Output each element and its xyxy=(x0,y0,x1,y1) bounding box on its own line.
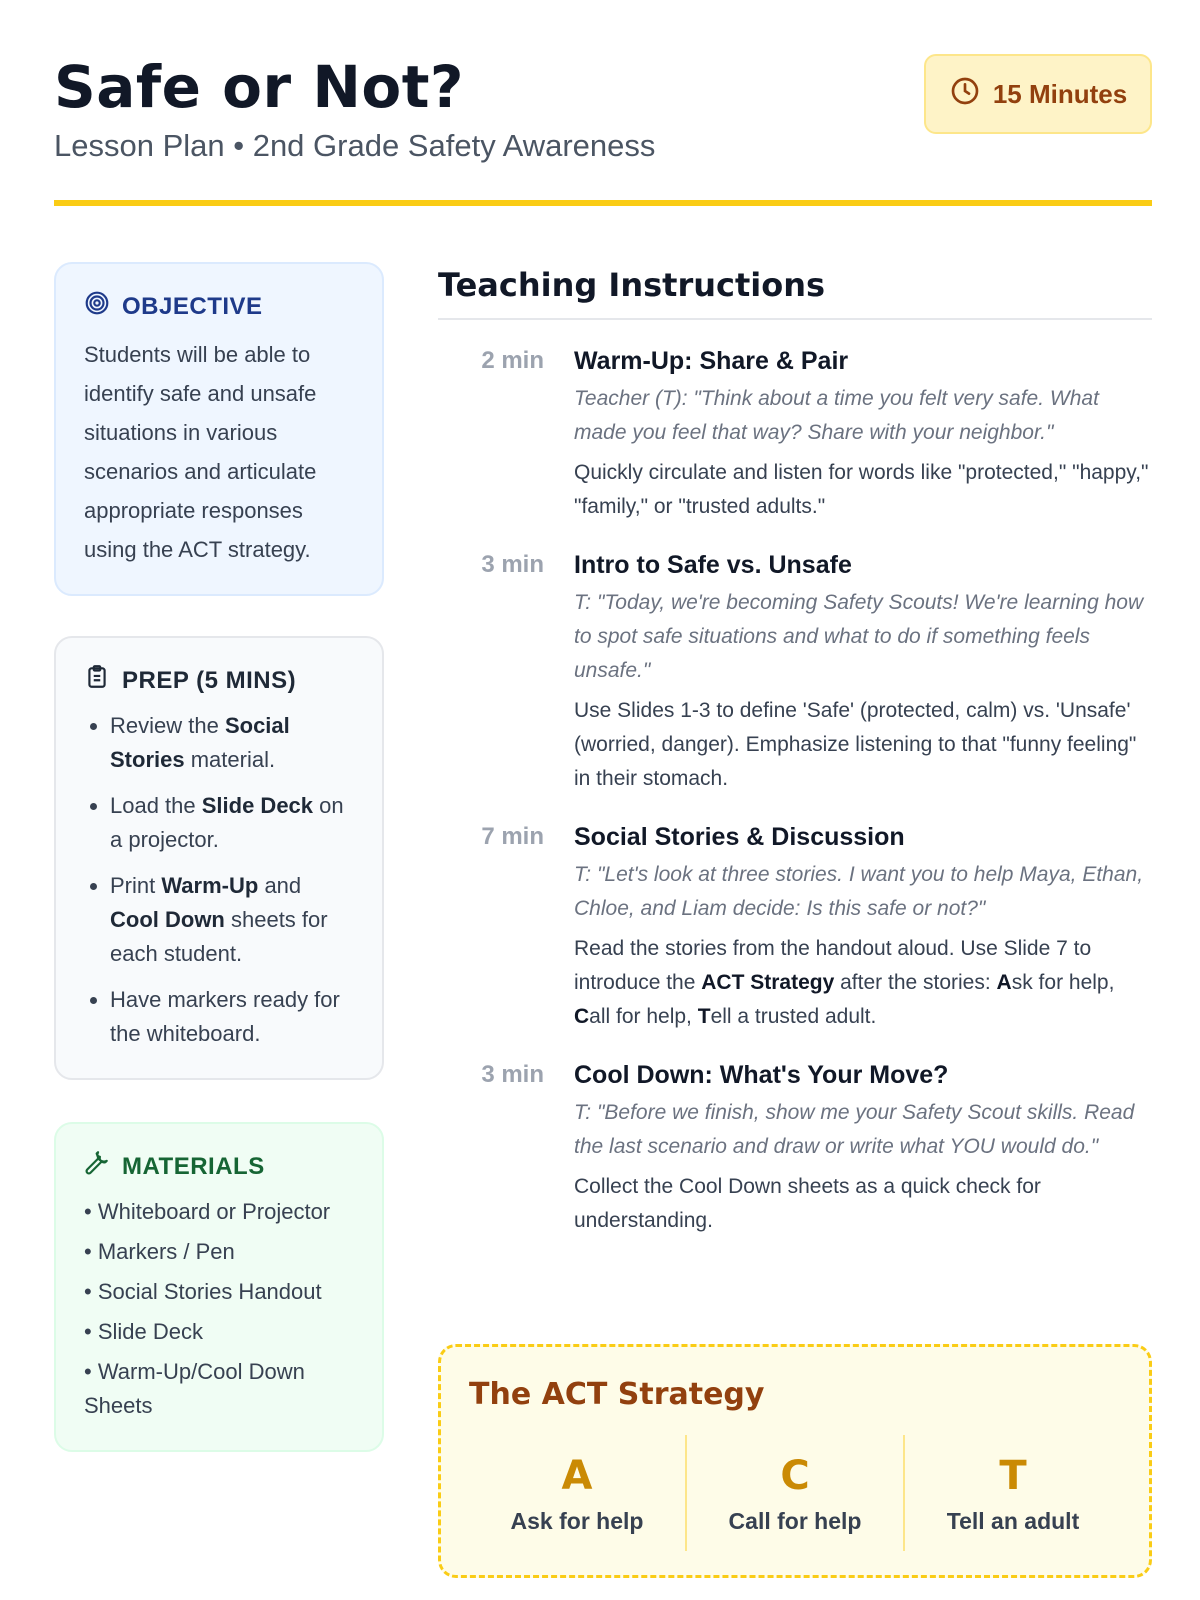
step-teacher-script: T: "Today, we're becoming Safety Scouts! We're learning how to spot safe situations and what to do if something feels unsafe." xyxy=(574,591,1144,682)
list-item: • Whiteboard or Projector xyxy=(84,1199,331,1224)
objective-card xyxy=(54,262,384,596)
step-title: Cool Down: What's Your Move? xyxy=(574,1061,949,1089)
act-label: Tell an adult xyxy=(946,1507,1080,1534)
step-note: Quickly circulate and listen for words like "protected," "happy," "family," or "trusted adults." xyxy=(574,461,1149,518)
act-letter: C xyxy=(780,1452,810,1499)
list-item: • Slide Deck xyxy=(84,1319,203,1344)
page-title: Safe or Not? xyxy=(54,53,465,121)
section-title: Teaching Instructions xyxy=(438,262,1152,320)
step-note: Use Slides 1-3 to define 'Safe' (protected, calm) vs. 'Unsafe' (worried, danger). Emphasize listening to that "funny feeling" in their stomach. xyxy=(574,699,1137,790)
act-title: The ACT Strategy xyxy=(469,1377,765,1412)
objective-heading-label: OBJECTIVE xyxy=(122,292,263,320)
list-item: • Print Warm-Up and Cool Down sheets for each student. xyxy=(110,869,356,971)
list-item: • Markers / Pen xyxy=(84,1239,235,1264)
instruction-step xyxy=(438,344,1152,524)
step-teacher-script: T: "Before we finish, show me your Safety Scout skills. Read the last scenario and draw or write what YOU would do." xyxy=(574,1101,1135,1158)
teaching-instructions xyxy=(438,262,1152,1238)
step-note: Read the stories from the handout aloud. Use Slide 7 to introduce the ACT Strategy after the stories: Ask for help, Call for help, Tell a trusted adult. xyxy=(574,937,1115,1028)
objective-heading xyxy=(84,290,356,323)
list-item: • Social Stories Handout xyxy=(84,1279,322,1304)
prep-card xyxy=(54,636,384,1080)
step-title: Intro to Safe vs. Unsafe xyxy=(574,551,852,579)
act-letter: A xyxy=(561,1452,593,1499)
prep-heading xyxy=(84,664,356,697)
clock-icon xyxy=(949,75,981,114)
prep-list xyxy=(84,709,356,1051)
header-divider xyxy=(54,200,1152,206)
instruction-step xyxy=(438,820,1152,1034)
step-teacher-script: T: "Let's look at three stories. I want you to help Maya, Ethan, Chloe, and Liam decide: Is this safe or not?" xyxy=(574,863,1144,920)
materials-card xyxy=(54,1122,384,1452)
target-icon xyxy=(84,290,110,323)
list-item: • Warm-Up/Cool Down Sheets xyxy=(84,1359,305,1418)
materials-heading xyxy=(84,1150,356,1183)
step-time: 3 min xyxy=(481,1061,544,1088)
duration-label: 15 Minutes xyxy=(992,78,1128,109)
step-teacher-script: Teacher (T): "Think about a time you felt very safe. What made you feel that way? Share with your neighbor." xyxy=(574,387,1099,444)
act-letter: T xyxy=(999,1452,1027,1499)
duration-badge xyxy=(924,54,1152,134)
step-time: 3 min xyxy=(481,551,544,578)
wrench-icon xyxy=(84,1150,110,1183)
list-item: • Have markers ready for the whiteboard. xyxy=(110,983,356,1051)
act-label: Ask for help xyxy=(510,1507,644,1534)
step-title: Social Stories & Discussion xyxy=(574,823,905,851)
materials-heading-label: MATERIALS xyxy=(122,1152,265,1180)
page-subtitle: Lesson Plan • 2nd Grade Safety Awareness xyxy=(54,128,656,163)
instruction-step xyxy=(438,1058,1152,1238)
list-item: • Review the Social Stories material. xyxy=(110,709,356,777)
act-column xyxy=(687,1435,905,1551)
objective-text: Students will be able to identify safe and unsafe situations in various scenarios and articulate appropriate responses using the ACT strategy. xyxy=(84,342,317,562)
instruction-step xyxy=(438,548,1152,796)
step-time: 2 min xyxy=(481,347,544,374)
prep-heading-label: PREP (5 MINS) xyxy=(122,666,297,694)
act-column xyxy=(905,1435,1121,1551)
act-column xyxy=(469,1435,687,1551)
list-item: • Load the Slide Deck on a projector. xyxy=(110,789,356,857)
act-strategy-box xyxy=(438,1344,1152,1578)
step-note: Collect the Cool Down sheets as a quick check for understanding. xyxy=(574,1175,1041,1232)
header xyxy=(54,50,1152,168)
act-columns xyxy=(469,1435,1121,1551)
act-label: Call for help xyxy=(728,1507,862,1534)
clipboard-icon xyxy=(84,664,110,697)
step-title: Warm-Up: Share & Pair xyxy=(574,347,849,375)
step-time: 7 min xyxy=(481,823,544,850)
